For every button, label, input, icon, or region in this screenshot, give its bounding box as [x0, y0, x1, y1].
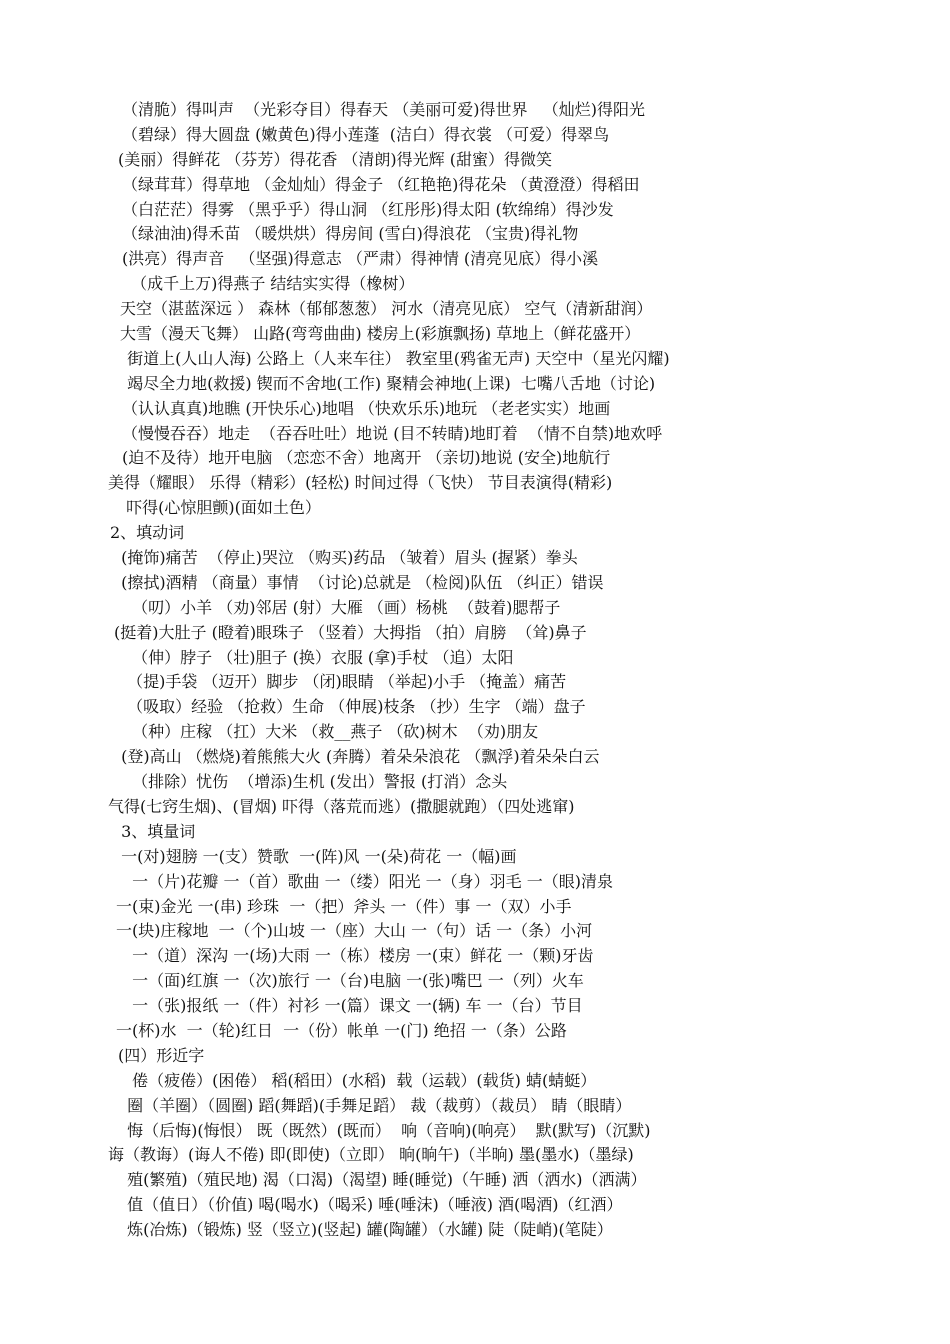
text-line-31: 一(对)翅膀 一(支）赞歌 一(阵)风 一(朵)荷花 一（幅)画	[116, 846, 517, 866]
text-line-42: 悔（后悔)(悔恨） 既（既然）(既而） 响（音响)(响亮） 默(默写)（沉默)	[122, 1120, 651, 1140]
text-line-36: 一（面)红旗 一（次)旅行 一（台)电脑 一(张)嘴巴 一（列）火车	[122, 971, 584, 991]
text-line-23: （伸）脖子 （壮)胆子 (换）衣服 (拿)手杖 （追）太阳	[122, 647, 514, 667]
text-line-45: 值（值日）（价值) 喝(喝水)（喝采) 唾(唾沫)（唾液) 酒(喝酒)（红酒）	[122, 1195, 623, 1215]
text-line-21: （叨）小羊 （劝)邻居 (射）大雁 （画）杨桃 （鼓着)腮帮子	[122, 597, 561, 617]
text-line-15: (迫不及待）地开电脑 （恋恋不舍）地离开 （亲切)地说 (安全)地航行	[122, 448, 611, 468]
text-line-32: 一（片)花瓣 一（首）歌曲 一（缕）阳光 一（身）羽毛 一（眼)清泉	[122, 871, 614, 891]
text-line-25: （吸取）经验 （抢救）生命 （伸展)枝条 （抄）生字 （端）盘子	[122, 697, 586, 717]
text-line-44: 殖(繁殖)（殖民地) 渴（口渴)（渴望) 睡(睡觉)（午睡) 洒（洒水)（洒满）	[122, 1170, 647, 1190]
text-line-26: （种）庄稼 （扛）大米 （救__燕子 （砍)树木 （劝)朋友	[122, 722, 539, 742]
text-line-2: （碧绿）得大圆盘 (嫩黄色)得小莲蓬 (洁白）得衣裳 （可爱）得翠鸟	[122, 124, 610, 144]
text-line-27: (登)高山 （燃烧)着熊熊大火 (奔腾）着朵朵浪花 （飘浮)着朵朵白云	[116, 747, 600, 767]
text-line-19: (掩饰)痛苦 （停止)哭泣 （购买)药品 （皱着）眉头 (握紧）拳头	[116, 548, 578, 568]
text-line-34: 一(块)庄稼地 一（个)山坡 一（座）大山 一（句）话 一（条）小河	[116, 921, 593, 941]
text-line-8: （成千上万)得燕子 结结实实得（橡树）	[126, 274, 415, 294]
text-line-20: (擦拭)酒精 （商量）事情 （讨论)总就是 （检阅)队伍 （纠正）错误	[116, 572, 604, 592]
text-line-30: 3、填量词	[116, 821, 196, 841]
text-line-46: 炼(冶炼)（锻炼) 竖（竖立)(竖起) 罐(陶罐）（水罐) 陡（陡峭)(笔陡）	[122, 1220, 613, 1240]
text-line-33: 一(束)金光 一(串) 珍珠 一（把）斧头 一（件）事 一（双）小手	[116, 896, 572, 916]
text-line-3: (美丽）得鲜花 （芬芳）得花香 （清朗)得光辉 (甜蜜）得微笑	[118, 149, 552, 169]
text-line-1: （清脆）得叫声 （光彩夺目）得春天 （美丽可爱)得世界 （灿烂)得阳光	[122, 100, 646, 119]
text-line-35: 一（道）深沟 一(场)大雨 一（栋）楼房 一(束）鲜花 一（颗)牙齿	[122, 946, 594, 966]
text-line-18: 2、填动词	[110, 523, 185, 543]
text-line-22: (挺着)大肚子 (瞪着)眼珠子 （竖着）大拇指 （拍）肩膀 （耸)鼻子	[114, 622, 587, 642]
text-line-29: 气得(七窍生烟)、(冒烟) 吓得（落荒而逃）(撒腿就跑）（四处逃窜)	[108, 796, 575, 816]
text-line-28: （排除）忧伤 （增添)生机 (发出）警报 (打消）念头	[122, 772, 508, 792]
text-line-40: 倦（疲倦）(困倦） 稻(稻田）(水稻) 载（运载）(载货) 蜻(蜻蜓）	[122, 1070, 597, 1090]
text-line-12: 竭尽全力地(救援) 锲而不舍地(工作) 聚精会神地(上课) 七嘴八舌地（讨论)	[122, 373, 656, 393]
text-line-37: 一（张)报纸 一（件）衬衫 一(篇）课文 一(辆) 车 一（台）节目	[122, 996, 583, 1016]
text-line-39: (四）形近字	[118, 1045, 205, 1065]
text-line-14: （慢慢吞吞）地走 （吞吞吐吐）地说 (目不转睛)地盯着 （情不自禁)地欢呼	[122, 423, 663, 443]
text-line-7: (洪亮）得声音 （坚强)得意志 （严肃）得神情 (清亮见底）得小溪	[122, 249, 599, 269]
text-line-11: 街道上(人山人海) 公路上（人来车往） 教室里(鸦雀无声) 天空中（星光闪耀)	[122, 348, 670, 368]
text-line-41: 圈（羊圈）（圆圈) 蹈(舞蹈)(手舞足蹈） 裁（裁剪）（裁员） 睛（眼睛）	[122, 1095, 632, 1115]
text-line-10: 大雪（漫天飞舞） 山路(弯弯曲曲) 楼房上(彩旗飘扬) 草地上（鲜花盛开）	[120, 324, 641, 344]
text-line-13: （认认真真)地瞧 (开快乐心)地唱 （快欢乐乐)地玩 （老老实实）地画	[122, 398, 611, 418]
text-line-38: 一(杯)水 一（轮)红日 一（份）帐单 一(门) 绝招 一（条）公路	[116, 1020, 567, 1040]
text-line-5: （白茫茫）得雾 （黑乎乎）得山洞 （红彤彤)得太阳 (软绵绵）得沙发	[122, 199, 614, 219]
text-line-9: 天空（湛蓝深远 ） 森林（郁郁葱葱） 河水（清亮见底） 空气（清新甜润）	[120, 299, 653, 319]
text-line-43: 诲（教诲）(诲人不倦) 即(即使)（立即） 晌(晌午)（半晌) 墨(墨水)（墨绿)	[108, 1145, 634, 1165]
text-line-16: 美得（耀眼） 乐得（精彩）(轻松) 时间过得（飞快） 节目表演得(精彩)	[108, 473, 613, 493]
text-line-4: （绿茸茸）得草地 （金灿灿）得金子 （红艳艳)得花朵 （黄澄澄）得稻田	[122, 174, 640, 194]
text-line-17: 吓得(心惊胆颤)(面如土色）	[116, 498, 321, 518]
document-body	[108, 98, 868, 1243]
text-line-6: （绿油油)得禾苗 （暖烘烘）得房间 (雪白)得浪花 （宝贵)得礼物	[122, 224, 579, 244]
text-line-24: （提)手袋 （迈开）脚步 （闭)眼睛 （举起)小手 （掩盖）痛苦	[122, 672, 567, 692]
